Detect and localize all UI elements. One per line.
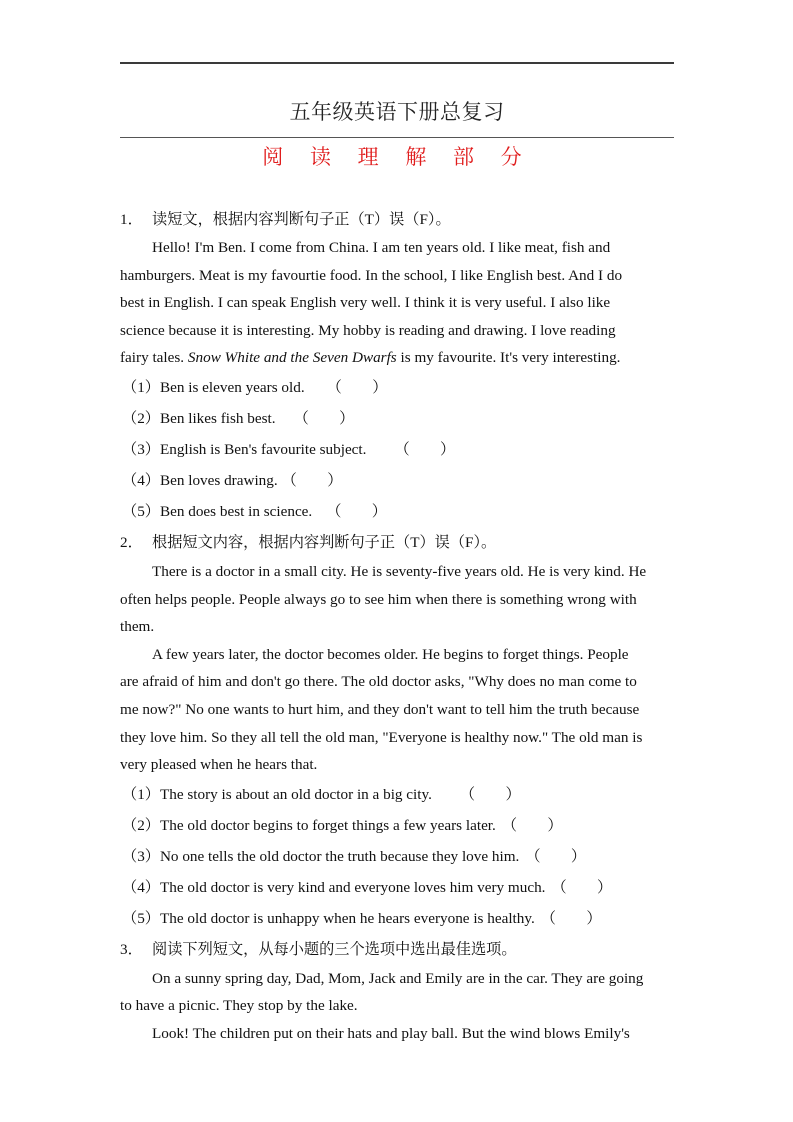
answer-blank[interactable]: （ ）	[281, 471, 343, 489]
answer-blank[interactable]: （ ）	[293, 409, 355, 427]
passage-line: often helps people. People always go to see him when there is something wrong with	[120, 590, 637, 608]
answer-blank[interactable]: （ ）	[326, 378, 388, 396]
item-text: No one tells the old doctor the truth because they love him.	[159, 847, 520, 865]
passage-line: There is a doctor in a small city. He is seventy-five years old. He is very kind. He	[152, 562, 647, 580]
passage-line: On a sunny spring day, Dad, Mom, Jack and Emily are in the car. They are going	[152, 969, 644, 987]
list-item	[120, 496, 676, 527]
item-label: （1）	[122, 785, 160, 803]
answer-blank[interactable]: （ ）	[525, 847, 587, 865]
answer-blank[interactable]: （ ）	[551, 878, 613, 896]
item-text: The old doctor begins to forget things a few years later.	[159, 816, 496, 834]
answer-blank[interactable]: （ ）	[501, 816, 563, 834]
item-text: The old doctor is unhappy when he hears everyone is healthy.	[159, 909, 535, 927]
question-number: 3．	[120, 940, 143, 958]
item-label: （4）	[122, 471, 160, 489]
list-item	[120, 434, 676, 465]
question-number: 1．	[120, 211, 143, 228]
item-text: The old doctor is very kind and everyone loves him very much.	[159, 878, 546, 896]
question-instruction: 阅读下列短文，从每小题的三个选项中选出最佳选项。	[152, 940, 517, 958]
list-item	[120, 810, 676, 841]
item-label: （2）	[122, 409, 160, 427]
section-title: 阅 读 理 解 部 分	[262, 145, 532, 169]
question-2-items	[120, 779, 676, 934]
item-label: （5）	[122, 502, 160, 520]
page-title: 五年级英语下册总复习	[289, 100, 505, 124]
list-item	[120, 465, 676, 496]
item-label: （2）	[122, 816, 160, 834]
header-rule-top	[120, 62, 674, 64]
item-label: （3）	[122, 440, 160, 458]
answer-blank[interactable]: （ ）	[459, 785, 521, 803]
item-label: （1）	[122, 378, 160, 396]
passage-line: best in English. I can speak English very well. I think it is very useful. I also like	[120, 294, 611, 312]
passage-line: them.	[120, 618, 155, 636]
question-2-heading	[120, 527, 676, 558]
passage-line: A few years later, the doctor becomes older. He begins to forget things. People	[152, 645, 629, 663]
header-rule-bottom	[120, 137, 674, 138]
list-item	[120, 372, 676, 403]
item-text: Ben likes fish best.	[159, 409, 276, 427]
question-3-heading	[120, 934, 676, 965]
answer-blank[interactable]: （ ）	[394, 440, 456, 458]
list-item	[120, 403, 676, 434]
passage-line: me now?" No one wants to hurt him, and they don't want to tell him the truth because	[120, 700, 640, 718]
passage-line: are afraid of him and don't go there. The old doctor asks, "Why does no man come to	[120, 673, 637, 691]
passage-line: Look! The children put on their hats and play ball. But the wind blows Emily's	[152, 1024, 630, 1042]
item-text: English is Ben's favourite subject.	[159, 440, 367, 458]
answer-blank[interactable]: （ ）	[540, 909, 602, 927]
document-body	[120, 206, 676, 1048]
question-instruction: 根据短文内容，根据内容判断句子正（T）误（F）。	[152, 533, 497, 551]
item-label: （3）	[122, 847, 160, 865]
passage-line: to have a picnic. They stop by the lake.	[120, 997, 358, 1015]
list-item	[120, 841, 676, 872]
question-instruction: 读短文，根据内容判断句子正（T）误（F）。	[152, 211, 451, 228]
passage-line: they love him. So they all tell the old man, "Everyone is healthy now." The old man is	[120, 728, 643, 746]
list-item	[120, 903, 676, 934]
question-number: 2．	[120, 533, 143, 551]
passage-line: science because it is interesting. My hobby is reading and drawing. I love reading	[120, 321, 616, 339]
book-title: Snow White and the Seven Dwarfs	[187, 349, 397, 367]
list-item	[120, 779, 676, 810]
passage-line: Hello! I'm Ben. I come from China. I am ten years old. I like meat, fish and	[152, 239, 611, 256]
answer-blank[interactable]: （ ）	[326, 502, 387, 520]
question-3-passage	[120, 965, 676, 1048]
item-text: Ben is eleven years old.	[159, 378, 305, 396]
item-text: Ben does best in science.	[159, 502, 313, 520]
item-text: The story is about an old doctor in a big city.	[159, 785, 432, 803]
list-item	[120, 872, 676, 903]
question-1-items	[120, 372, 676, 527]
passage-text: is my favourite. It's very interesting.	[396, 349, 621, 367]
passage-line: very pleased when he hears that.	[120, 756, 318, 774]
question-2-passage	[120, 558, 676, 779]
item-label: （5）	[122, 909, 160, 927]
question-1-heading	[120, 206, 676, 234]
item-text: Ben loves drawing.	[159, 471, 278, 489]
passage-line	[120, 344, 676, 372]
question-1-passage	[120, 234, 676, 372]
passage-line: hamburgers. Meat is my favourtie food. In the school, I like English best. And I do	[120, 266, 623, 284]
passage-text: fairy tales.	[120, 349, 188, 367]
item-label: （4）	[122, 878, 160, 896]
